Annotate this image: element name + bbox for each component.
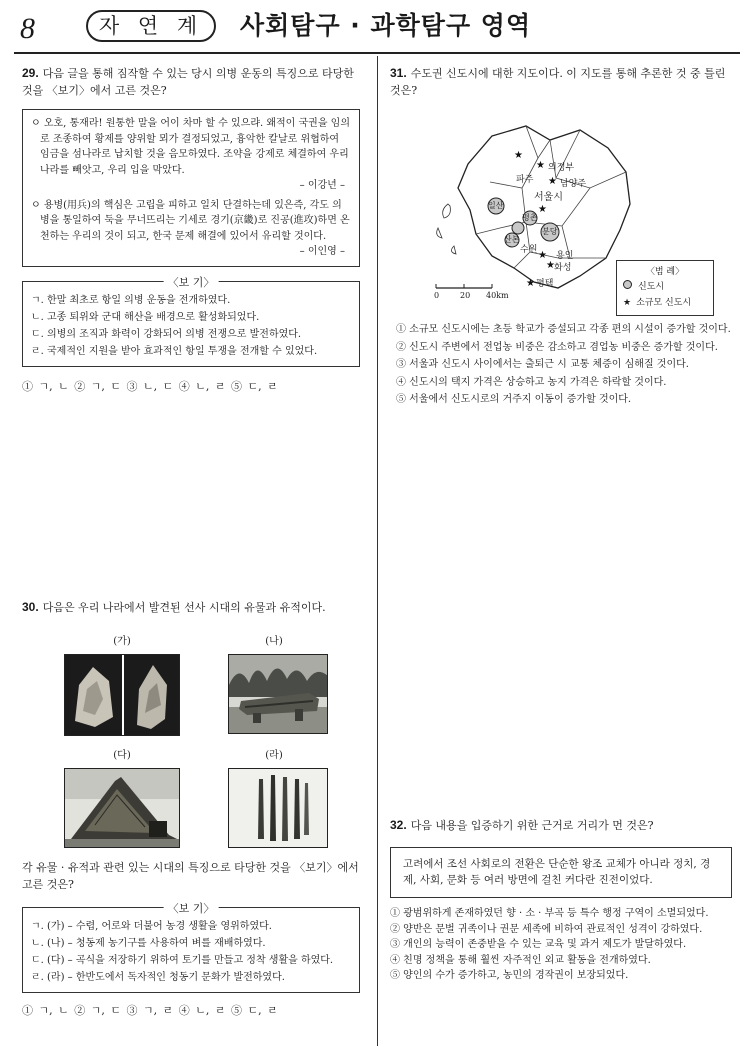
- map-label-suwon: 수원: [520, 245, 538, 255]
- q30-bogi: [22, 902, 360, 993]
- q31-option-4[interactable]: ④ 신도시의 택지 가격은 상승하고 농지 가격은 하락할 것이다.: [396, 376, 667, 388]
- q32-number: 32.: [390, 818, 407, 832]
- scale-20: 20: [460, 291, 471, 300]
- map-label-hwaseong: 화성: [554, 263, 572, 273]
- header-rule: [14, 52, 740, 54]
- map-label-ilsan: 일산: [488, 201, 504, 210]
- map-label-namyangju: 남양주: [560, 179, 587, 189]
- star-icon: ★: [623, 297, 632, 308]
- question-30: [22, 598, 360, 617]
- track-label: 자 연 계: [86, 10, 216, 42]
- q29-passage-2: ㅇ 용병(用兵)의 핵심은 고립을 피하고 일치 단결하는데 있은즉, 각도 의병을 통일하여 둑을 무너뜨리는 기세로 경기(京畿)로 진공(進攻)하면 온 천하는 우리의 것이 되고, 한국 문제 해결에 있어서 유리할 것이다.: [31, 199, 350, 242]
- page-header: [18, 6, 738, 46]
- q29-number: 29.: [22, 66, 39, 80]
- capital-region-map: [430, 118, 720, 318]
- list-item: ㄹ. (라) – 한반도에서 독자적인 청동기 문화가 발전하였다.: [31, 972, 285, 983]
- map-star: ★: [548, 176, 557, 187]
- q30-choices[interactable]: ① ㄱ, ㄴ ② ㄱ, ㄷ ③ ㄱ, ㄹ ④ ㄴ, ㄹ ⑤ ㄷ, ㄹ: [22, 1004, 278, 1017]
- bronze-daggers-image: [228, 768, 328, 848]
- map-label-pyeongtaek: 평택: [536, 279, 554, 289]
- q32-option-4[interactable]: ④ 친명 정책을 통해 훨씬 자주적인 외교 활동을 전개하였다.: [390, 954, 651, 966]
- map-star: ★: [538, 250, 547, 261]
- q31-option-3[interactable]: ③ 서울과 신도시 사이에서는 출퇴근 시 교통 체증이 심해질 것이다.: [396, 359, 689, 370]
- q31-text: 수도권 신도시에 대한 지도이다. 이 지도를 통해 추론한 것 중 틀린 것은?: [390, 67, 726, 97]
- photo-label-na: (나): [265, 636, 283, 647]
- q30-text: 다음은 우리 나라에서 발견된 선사 시대의 유물과 유적이다.: [42, 601, 326, 614]
- list-item: ㄷ. 의병의 조직과 화력이 강화되어 의병 전쟁으로 발전하였다.: [31, 328, 302, 340]
- question-32: [390, 816, 732, 984]
- list-item: ㄹ. 국제적인 지원을 받아 효과적인 항일 투쟁을 전개할 수 있었다.: [31, 345, 318, 357]
- map-star: ★: [546, 260, 555, 271]
- q30-number: 30.: [22, 600, 39, 614]
- circle-icon: [623, 280, 632, 289]
- question-29: [22, 64, 360, 395]
- map-star: ★: [536, 160, 545, 171]
- q29-bogi-title: 〈보 기〉: [164, 274, 219, 293]
- q29-text: 다음 글을 통해 짐작할 수 있는 당시 의병 운동의 특징으로 타당한 것을 〈보기〉에서 고른 것은?: [22, 67, 354, 97]
- q32-text: 다음 내용을 입증하기 위한 근거로 거리가 먼 것은?: [410, 819, 654, 832]
- scale-0: 0: [434, 291, 440, 300]
- q31-options: [396, 322, 732, 408]
- map-label-paju: 파주: [516, 175, 534, 185]
- page-title: 사회탐구 · 과학탐구 영역: [240, 11, 532, 40]
- q31-number: 31.: [390, 66, 407, 80]
- map-label-yongin: 용인: [556, 251, 574, 261]
- q32-option-1[interactable]: ① 광범위하게 존재하였던 향 · 소 · 부곡 등 특수 행정 구역이 소멸되었다.: [390, 908, 709, 920]
- map-star: ★: [514, 150, 523, 161]
- legend-item: 신도시: [638, 282, 665, 293]
- map-label-sanbon: 산본: [504, 235, 520, 244]
- list-item: ㄱ. 한말 최초로 항일 의병 운동을 전개하였다.: [31, 294, 231, 306]
- list-item: ㄴ. 고종 퇴위와 군대 해산을 배경으로 활성화되었다.: [31, 311, 260, 323]
- list-item: ㄷ. (다) – 곡식을 저장하기 위하여 토기를 만들고 정착 생활을 하였다.: [31, 955, 334, 966]
- q32-option-5[interactable]: ⑤ 양인의 수가 증가하고, 농민의 경작권이 보장되었다.: [390, 970, 629, 982]
- scale-40: 40km: [486, 291, 509, 300]
- legend-item: 소규모 신도시: [636, 297, 692, 308]
- column-divider: [377, 56, 378, 1046]
- q32-passage: 고려에서 조선 사회로의 전환은 단순한 왕조 교체가 아니라 정치, 경제, 사회, 문화 등 여러 방면에 걸친 커다란 진전이었다.: [390, 847, 732, 899]
- map-star: ★: [538, 204, 547, 215]
- map-star: ★: [526, 278, 535, 289]
- q32-option-2[interactable]: ② 양반은 문벌 귀족이나 권문 세족에 비하여 관료적인 성격이 강하였다.: [390, 923, 703, 935]
- question-31: [390, 64, 732, 99]
- q29-choices[interactable]: ① ㄱ, ㄴ ② ㄱ, ㄷ ③ ㄴ, ㄷ ④ ㄴ, ㄹ ⑤ ㄷ, ㄹ: [22, 379, 278, 393]
- pit-house-image: [64, 768, 180, 848]
- q29-passage: [22, 109, 360, 267]
- map-label-pyeongchon: 평촌: [522, 213, 538, 222]
- q29-author-1: – 이강년 –: [299, 180, 345, 191]
- q30-bogi-title: 〈보 기〉: [164, 900, 219, 919]
- q30-text-2: 각 유물 · 유적과 관련 있는 시대의 특징으로 타당한 것을 〈보기〉에서 고른 것은?: [22, 861, 359, 891]
- map-legend: [616, 260, 714, 316]
- q29-bogi: [22, 275, 360, 367]
- list-item: ㄴ. (나) – 청동제 농기구를 사용하여 벼를 재배하였다.: [31, 938, 266, 949]
- map-label-bundang: 분당: [542, 227, 558, 236]
- q32-option-3[interactable]: ③ 개인의 능력이 존중받을 수 있는 교육 및 과거 제도가 발달하였다.: [390, 939, 687, 951]
- page-number: 8: [20, 12, 35, 45]
- photo-label-ra: (라): [265, 750, 283, 761]
- question-30-prompt: [22, 860, 360, 1020]
- q31-option-2[interactable]: ② 신도시 주변에서 전업농 비중은 감소하고 겸업농 비중은 증가할 것이다.: [396, 341, 718, 353]
- photo-label-ga: (가): [113, 636, 131, 647]
- map-label-uijeongbu: 의정부: [548, 163, 575, 173]
- legend-title: 〈범 례〉: [645, 267, 685, 277]
- dolmen-image: [228, 654, 328, 734]
- q31-option-5[interactable]: ⑤ 서울에서 신도시로의 거주지 이동이 증가할 것이다.: [396, 394, 632, 405]
- list-item: ㄱ. (가) – 수렵, 어로와 더불어 농경 생활을 영위하였다.: [31, 921, 272, 932]
- map-label-seoul: 서울시: [534, 192, 563, 203]
- q29-passage-1: ㅇ 오호, 통재라! 원통한 말을 어이 차마 할 수 있으랴. 왜적이 국권을 임의로 조종하여 황제를 양위할 뫼가 결정되었고, 흉악한 칼날로 위협하여 임금을 섬나라로 납치할 것을 음모하였다. 조약을 강제로 체결하여 우리 나라를 빼앗고, 우리 입을 막았다.: [31, 118, 351, 176]
- q29-author-2: – 이인영 –: [299, 246, 345, 257]
- photo-label-da: (다): [113, 750, 131, 761]
- q32-options: [390, 906, 732, 984]
- stone-tools-image: [64, 654, 180, 736]
- q31-option-1[interactable]: ① 소규모 신도시에는 초등 학교가 증설되고 각종 편의 시설이 증가할 것이다.: [396, 324, 731, 335]
